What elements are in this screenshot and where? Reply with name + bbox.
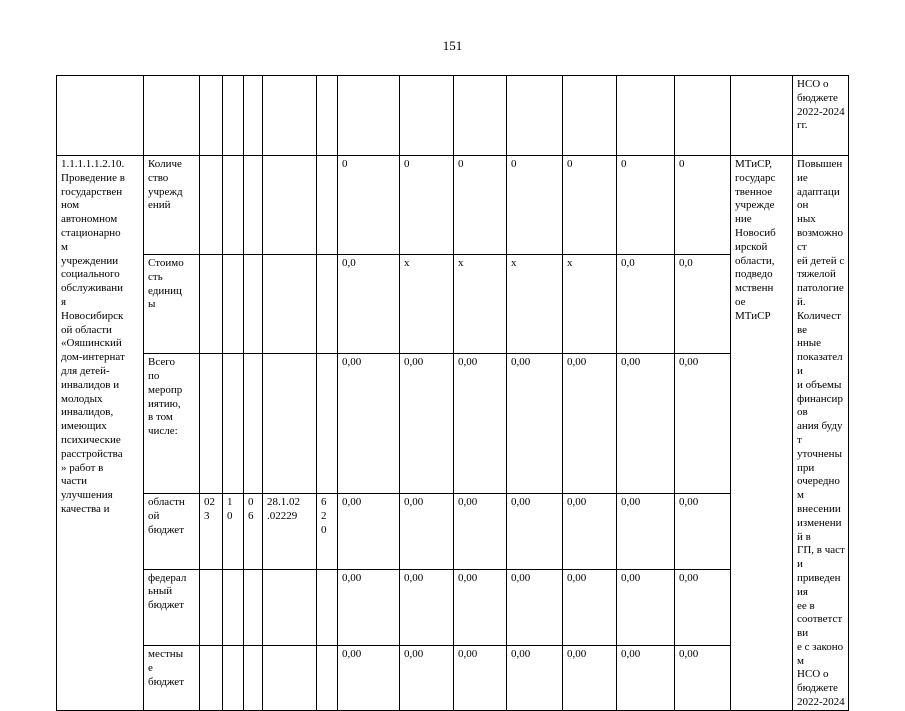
budget-code-cell: 02 3 <box>200 494 223 570</box>
value-cell: 0 <box>563 156 617 255</box>
value-cell: 0 <box>338 156 400 255</box>
budget-code-cell <box>223 255 244 354</box>
value-cell: 0,0 <box>675 255 731 354</box>
budget-code-cell: 0 6 <box>244 494 263 570</box>
budget-code-cell <box>200 156 223 255</box>
table-row <box>57 569 849 646</box>
budget-code-cell: 1 0 <box>223 494 244 570</box>
budget-code-cell <box>244 354 263 494</box>
row-label-cell: местны е бюджет <box>144 646 200 710</box>
budget-code-cell <box>200 255 223 354</box>
budget-code-cell: 28.1.02 .02229 <box>263 494 317 570</box>
budget-code-cell <box>317 354 338 494</box>
table-cell <box>263 76 317 156</box>
value-cell: 0,00 <box>400 354 454 494</box>
row-label-cell: федерал ьный бюджет <box>144 569 200 646</box>
table-row <box>57 354 849 494</box>
value-cell: 0,00 <box>507 569 563 646</box>
table-row <box>57 76 849 156</box>
value-cell: 0,00 <box>563 494 617 570</box>
table-row <box>57 156 849 255</box>
value-cell: 0,00 <box>617 646 675 710</box>
value-cell: 0,00 <box>617 494 675 570</box>
budget-code-cell <box>263 255 317 354</box>
budget-code-cell <box>263 156 317 255</box>
value-cell: 0,00 <box>338 646 400 710</box>
value-cell: x <box>563 255 617 354</box>
budget-code-cell <box>244 646 263 710</box>
table-row <box>57 646 849 710</box>
budget-code-cell <box>223 569 244 646</box>
budget-code-cell <box>263 569 317 646</box>
table-row <box>57 494 849 570</box>
program-measures-table <box>56 75 849 711</box>
table-row <box>57 255 849 354</box>
budget-code-cell <box>244 569 263 646</box>
value-cell: 0 <box>454 156 507 255</box>
budget-code-cell <box>200 569 223 646</box>
table-cell <box>675 76 731 156</box>
budget-law-note: НСО о бюджете 2022-2024 гг. <box>793 76 849 156</box>
value-cell: x <box>507 255 563 354</box>
budget-code-cell <box>317 156 338 255</box>
value-cell: 0,0 <box>617 255 675 354</box>
value-cell: 0,00 <box>507 646 563 710</box>
table-cell <box>144 76 200 156</box>
table-cell <box>244 76 263 156</box>
value-cell: 0,00 <box>675 494 731 570</box>
value-cell: 0,00 <box>617 354 675 494</box>
budget-code-cell <box>223 156 244 255</box>
value-cell: 0,00 <box>507 494 563 570</box>
expected-result-cell: Повышение адаптацион ных возможност ей детей с тяжелой патологией. Количестве нные показатели и объемы финансиров ания будут уточнены при очередном внесении изменений в ГП, в части приведения ее в соответстви е с законом НСО о бюджете 2022-2024 <box>793 156 849 711</box>
budget-code-cell <box>223 354 244 494</box>
row-label-cell: областн ой бюджет <box>144 494 200 570</box>
table-cell <box>223 76 244 156</box>
budget-code-cell <box>223 646 244 710</box>
budget-code-cell <box>200 646 223 710</box>
value-cell: 0 <box>507 156 563 255</box>
budget-code-cell <box>244 156 263 255</box>
table-cell <box>338 76 400 156</box>
value-cell: 0,00 <box>454 494 507 570</box>
table-cell <box>507 76 563 156</box>
value-cell: 0 <box>400 156 454 255</box>
table-cell <box>731 76 793 156</box>
table-cell <box>563 76 617 156</box>
value-cell: x <box>400 255 454 354</box>
value-cell: 0,00 <box>563 646 617 710</box>
budget-code-cell <box>263 646 317 710</box>
value-cell: 0,00 <box>400 569 454 646</box>
table-cell <box>454 76 507 156</box>
value-cell: 0,00 <box>563 354 617 494</box>
value-cell: 0,00 <box>338 569 400 646</box>
value-cell: 0,00 <box>338 354 400 494</box>
measure-name-cell: 1.1.1.1.1.2.10. Проведение в государствен ном автономном стационарно м учреждении социального обслуживани я Новосибирск ой области «Ояшинский дом-интернат для детей- инвалидов и молодых инвалидов, имеющих психические расстройства » работ в части улучшения качества и <box>57 156 144 711</box>
value-cell: 0,00 <box>675 354 731 494</box>
value-cell: 0,00 <box>400 646 454 710</box>
budget-code-cell <box>200 354 223 494</box>
value-cell: 0 <box>617 156 675 255</box>
executor-cell: МТиСР, государс твенное учрежде ние Новосиб ирской области, подведо мственн ое МТиСР <box>731 156 793 711</box>
budget-code-cell <box>263 354 317 494</box>
row-label-cell: Количе ство учрежд ений <box>144 156 200 255</box>
value-cell: 0,00 <box>454 646 507 710</box>
value-cell: 0,00 <box>454 354 507 494</box>
value-cell: 0,00 <box>338 494 400 570</box>
budget-code-cell <box>317 646 338 710</box>
table-cell <box>57 76 144 156</box>
value-cell: x <box>454 255 507 354</box>
table-cell <box>317 76 338 156</box>
row-label-cell: Всего по меропр иятию, в том числе: <box>144 354 200 494</box>
row-label-cell: Стоимо сть единиц ы <box>144 255 200 354</box>
budget-code-cell <box>317 569 338 646</box>
value-cell: 0,00 <box>507 354 563 494</box>
page-number: 151 <box>442 38 463 53</box>
value-cell: 0,00 <box>617 569 675 646</box>
budget-code-cell: 6 2 0 <box>317 494 338 570</box>
value-cell: 0,00 <box>454 569 507 646</box>
value-cell: 0,00 <box>400 494 454 570</box>
table-cell <box>400 76 454 156</box>
table-cell <box>200 76 223 156</box>
value-cell: 0,0 <box>338 255 400 354</box>
budget-code-cell <box>317 255 338 354</box>
table-cell <box>617 76 675 156</box>
value-cell: 0,00 <box>675 569 731 646</box>
budget-code-cell <box>244 255 263 354</box>
value-cell: 0,00 <box>563 569 617 646</box>
value-cell: 0 <box>675 156 731 255</box>
value-cell: 0,00 <box>675 646 731 710</box>
